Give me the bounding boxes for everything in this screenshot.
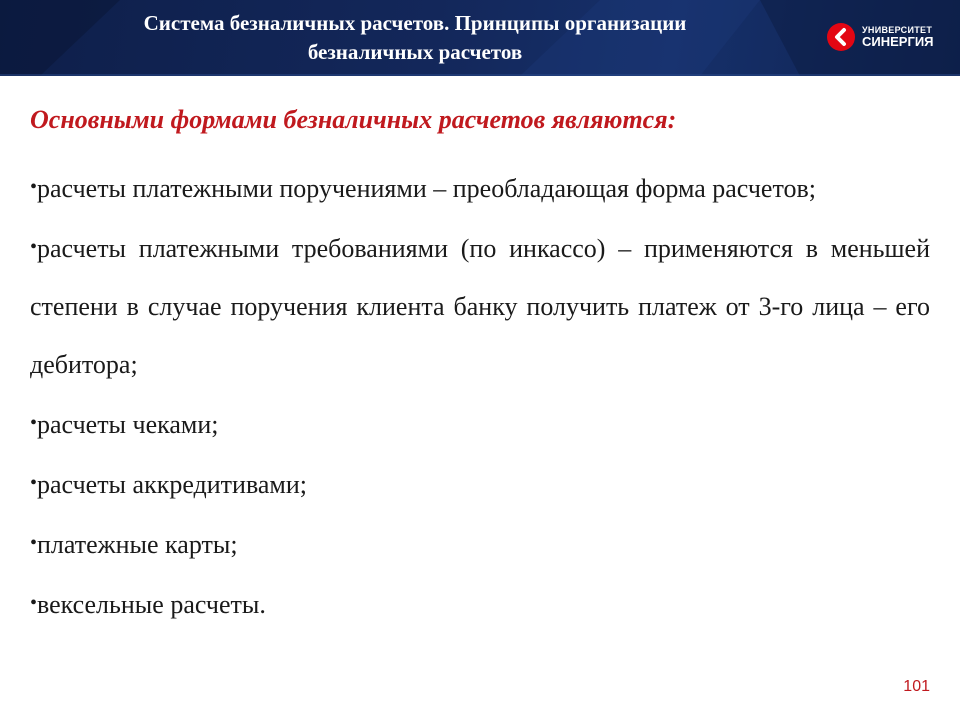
list-item [30,394,930,454]
list-item [30,574,930,634]
slide-header [0,0,960,76]
synergy-logo [826,22,946,56]
bullet-icon: • [30,472,38,494]
bullet-icon: • [30,176,38,198]
page-number: 101 [903,678,930,695]
list-item-text: расчеты аккредитивами; [37,470,308,499]
slide-title-line-2: безналичных расчетов [307,40,523,64]
bullet-icon: • [30,412,38,434]
bullet-icon: • [30,532,38,554]
section-subtitle: Основными формами безналичных расчетов являются: [30,105,677,134]
logo-text-synergy: СИНЕРГИЯ [862,34,934,49]
bullet-list [30,158,930,634]
list-item-text: расчеты чеками; [37,410,219,439]
list-item [30,514,930,574]
list-item-text: расчеты платежными поручениями – преобладающая форма расчетов; [37,174,816,203]
list-item-text: платежные карты; [37,530,238,559]
bullet-icon: • [30,592,38,614]
list-item [30,218,930,394]
logo-text-university: УНИВЕРСИТЕТ [862,25,933,35]
slide-title-line-1: Система безналичных расчетов. Принципы организации [143,11,687,35]
list-item-text: вексельные расчеты. [37,590,266,619]
synergy-logo-mark-icon [826,22,856,52]
list-item-text: расчеты платежными требованиями (по инкассо) – применяются в меньшей степени в случае поручения клиента банку получить платеж от 3-го лица – его дебитора; [30,234,930,379]
slide-title [70,9,760,67]
list-item [30,158,930,218]
bullet-icon: • [30,236,38,258]
list-item [30,454,930,514]
